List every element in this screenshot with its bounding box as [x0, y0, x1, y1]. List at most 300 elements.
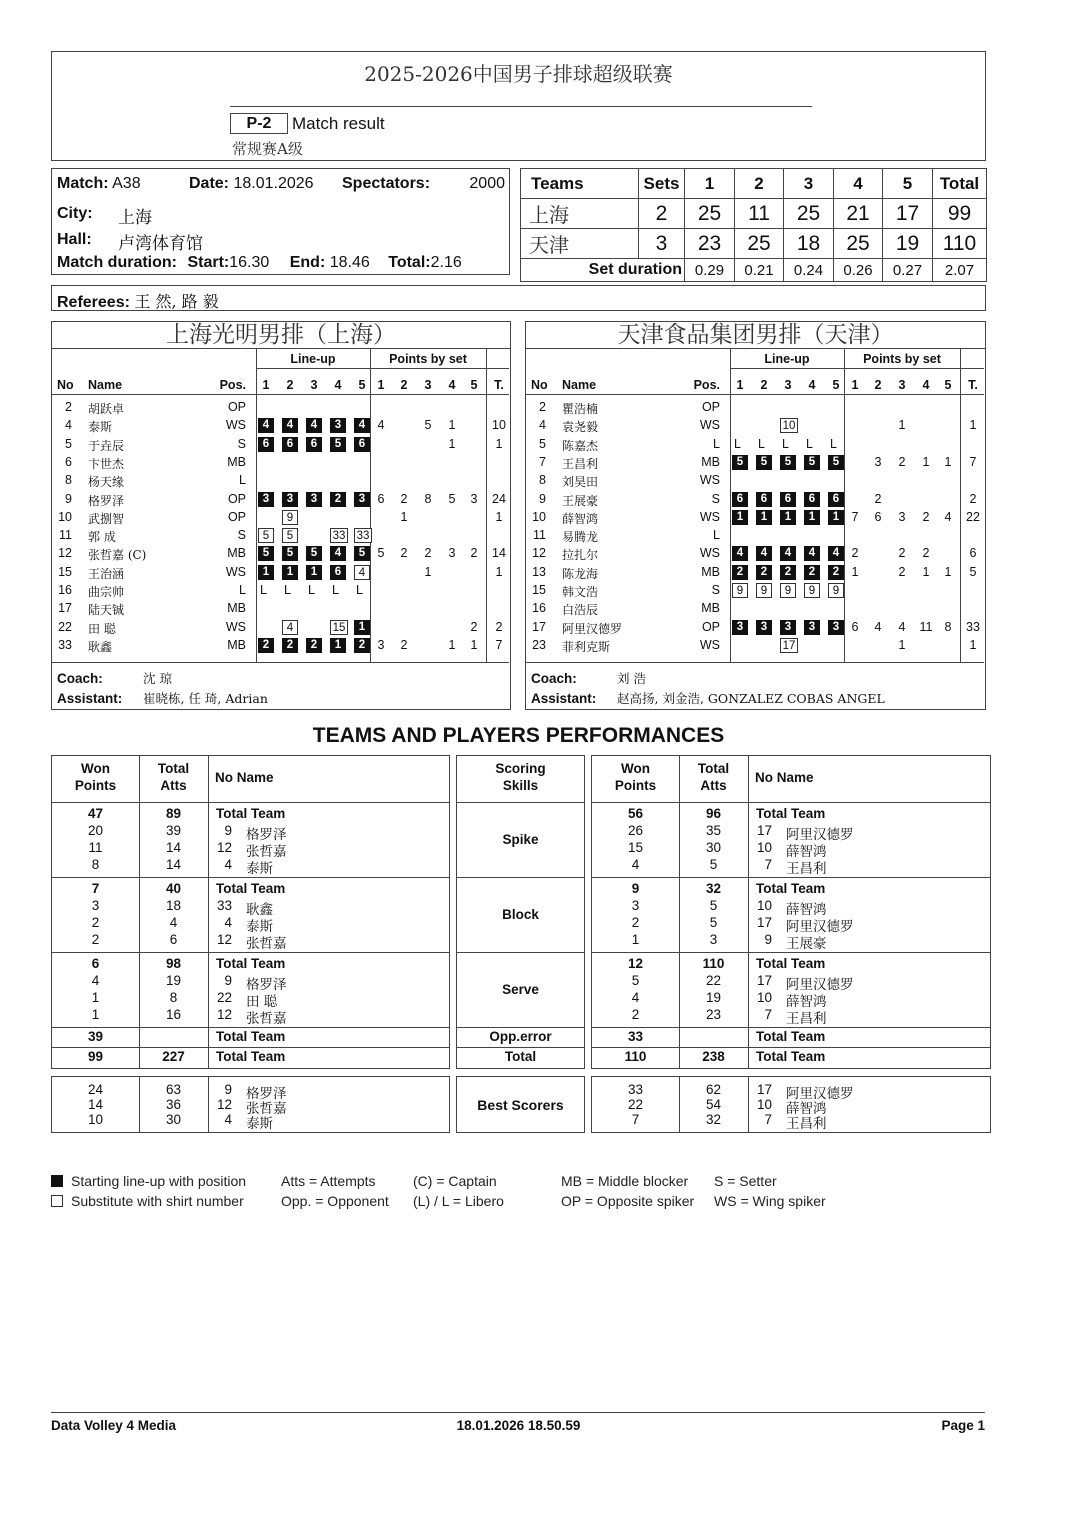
player-number: 7: [764, 1007, 772, 1022]
starting-position-chip: 6: [258, 437, 274, 452]
assistant-label: Assistant:: [531, 691, 597, 706]
perf-row-sep: [52, 877, 449, 878]
points-set-header: 4: [922, 378, 930, 392]
starting-position-chip: 6: [756, 492, 772, 507]
player-position: L: [239, 583, 246, 597]
total-atts-value: 4: [169, 915, 178, 930]
player-position: WS: [699, 637, 720, 652]
set-points: 6: [377, 491, 385, 506]
scoreboard-score-cell: 19: [883, 229, 933, 259]
player-row: [52, 491, 510, 509]
best-scorers-label: Best Scorers: [477, 1097, 564, 1113]
best-scorers-label-box: [456, 1076, 585, 1133]
won-points-header: Won: [621, 761, 650, 776]
player-row: [526, 399, 985, 417]
player-row: [526, 637, 985, 655]
player-name: 阿里汉德罗: [786, 919, 854, 935]
total-points: 2: [495, 619, 503, 634]
best-points: 24: [87, 1082, 104, 1097]
starting-position-chip: 4: [306, 418, 322, 433]
total-atts-header: Atts: [160, 778, 187, 793]
coach-line: [57, 669, 172, 687]
starting-position-chip: 1: [354, 620, 370, 635]
total-points: 1: [969, 418, 977, 433]
total-team-label: Total Team: [756, 806, 826, 821]
player-number: 16: [58, 583, 72, 597]
player-position: L: [239, 473, 246, 488]
total-atts-value: 238: [702, 1049, 725, 1064]
total-atts-value: 3: [709, 932, 718, 947]
referees-box: [51, 285, 986, 311]
starting-position-chip: 4: [732, 546, 748, 561]
total-atts-value: 98: [165, 956, 182, 971]
starting-position-chip: 2: [258, 638, 274, 653]
lineup-set-header: 4: [334, 378, 342, 392]
total-atts-value: 39: [165, 823, 182, 838]
libero-mark: L: [806, 436, 813, 451]
libero-mark: L: [260, 583, 267, 597]
set-points: 4: [874, 619, 882, 634]
set-duration-value: 2.07: [933, 259, 987, 282]
libero-mark: L: [284, 583, 291, 597]
player-number: 22: [216, 990, 232, 1005]
player-name: 张哲嘉: [246, 844, 287, 860]
player-name: 卞世杰: [88, 456, 125, 471]
player-row: [52, 509, 510, 527]
won-points-value: 2: [91, 932, 100, 947]
total-team-label: Total Team: [216, 1029, 286, 1044]
scoreboard-score-cell: 99: [933, 199, 987, 229]
won-points-value: 2: [631, 1007, 640, 1022]
set-duration-value: 0.24: [784, 259, 834, 282]
starting-position-chip: 4: [756, 546, 772, 561]
end-label: End:: [289, 254, 326, 271]
skills-column: [456, 755, 585, 1069]
player-position: WS: [225, 564, 246, 579]
total-team-label: Total Team: [216, 806, 286, 821]
player-name: 泰斯: [88, 420, 113, 435]
substitute-number-chip: 9: [804, 583, 820, 598]
starting-lineup-swatch: [51, 1175, 63, 1187]
won-points-value: 33: [627, 1029, 644, 1044]
coach-line: [531, 669, 646, 687]
set-points: 2: [922, 509, 930, 524]
scoreboard-table: [520, 168, 987, 282]
player-name: 王昌利: [786, 1011, 827, 1027]
set-points: 2: [922, 546, 930, 561]
scoreboard-header-cell: 1: [685, 169, 735, 199]
legend-libero: (L) / L = Libero: [413, 1193, 504, 1209]
player-row: [52, 564, 510, 582]
date-label: Date:: [189, 175, 230, 192]
starting-position-chip: 3: [258, 492, 274, 507]
set-points: 1: [448, 418, 456, 433]
skill-name: Block: [502, 907, 539, 922]
lineup-header: Line-up: [764, 352, 810, 366]
starting-position-chip: 3: [780, 620, 796, 635]
pos-header: Pos.: [693, 378, 720, 392]
player-number: 17: [756, 973, 772, 988]
total-atts-value: 5: [709, 857, 718, 872]
won-points-value: 11: [88, 840, 103, 855]
player-number: 12: [532, 546, 546, 561]
player-number: 2: [539, 400, 546, 414]
player-name: 于垚辰: [88, 438, 125, 453]
total-atts-header: Total: [157, 761, 190, 776]
player-position: WS: [699, 509, 720, 524]
starting-position-chip: 6: [282, 437, 298, 452]
player-name: 薛智鸿: [786, 844, 827, 860]
lineup-set-header: 5: [832, 378, 840, 392]
set-points: 1: [424, 564, 432, 579]
player-position: MB: [227, 601, 246, 616]
player-position: WS: [699, 546, 720, 561]
spectators-value: 2000: [469, 175, 505, 192]
spectators-label: Spectators:: [342, 175, 431, 192]
player-number: 8: [539, 473, 546, 488]
won-points-value: 4: [631, 857, 640, 872]
total-atts-value: 35: [705, 823, 722, 838]
roster-header-bottom: [52, 394, 509, 395]
player-number: 2: [65, 400, 72, 414]
duration-label: Match duration:: [57, 254, 177, 271]
set-points: 1: [898, 637, 906, 652]
perf-row-sep: [457, 877, 584, 878]
player-number: 17: [58, 601, 72, 616]
perf-row-sep: [457, 802, 584, 803]
set-points: 1: [944, 454, 952, 469]
player-number: 10: [756, 840, 772, 855]
set-points: 1: [922, 564, 930, 579]
total-points: 24: [492, 491, 506, 506]
won-points-value: 9: [631, 881, 640, 896]
player-name: 白浩辰: [562, 603, 599, 618]
total-points: 33: [966, 619, 980, 634]
player-name: 张哲嘉: [246, 1101, 287, 1117]
player-number: 4: [224, 915, 232, 930]
player-number: 9: [224, 1082, 232, 1097]
total-atts-value: 89: [165, 806, 182, 821]
player-number: 22: [58, 619, 72, 634]
lineup-set-header: 5: [358, 378, 366, 392]
starting-position-chip: 6: [804, 492, 820, 507]
scoreboard-score-cell: 23: [685, 229, 735, 259]
total-atts-value: 6: [169, 932, 178, 947]
player-position: OP: [227, 491, 246, 506]
set-duration-value: 0.21: [735, 259, 784, 282]
player-number: 10: [532, 509, 546, 524]
player-name: 陆天铖: [88, 603, 125, 618]
roster-team-title: 上海光明男排（上海）: [52, 322, 510, 349]
hall-value: 卢湾体育馆: [118, 234, 203, 254]
substitute-number-chip: 33: [354, 528, 372, 543]
player-number: 9: [539, 491, 546, 506]
set-points: 11: [919, 619, 933, 634]
player-row: [52, 436, 510, 454]
won-points-value: 12: [627, 956, 644, 971]
scoreboard-header-cell: 2: [735, 169, 784, 199]
perf-row-sep: [52, 952, 449, 953]
player-row: [526, 564, 985, 582]
scoreboard-header-cell: 5: [883, 169, 933, 199]
starting-position-chip: 1: [732, 510, 748, 525]
perf-row-sep: [592, 802, 990, 803]
points-set-header: 1: [851, 378, 859, 392]
player-row: [526, 600, 985, 618]
won-points-value: 99: [87, 1049, 104, 1064]
player-number: 10: [756, 990, 772, 1005]
legend-starting: Starting line-up with position: [71, 1173, 247, 1189]
referees-label: Referees:: [57, 294, 130, 311]
player-name: 王昌利: [786, 1116, 827, 1132]
player-position: OP: [701, 619, 720, 634]
player-position: MB: [227, 454, 246, 469]
player-position: MB: [701, 564, 720, 579]
total-points: 1: [969, 637, 977, 652]
set-points: 8: [424, 491, 432, 506]
starting-position-chip: 3: [354, 492, 370, 507]
match-value: A38: [112, 175, 141, 192]
scoreboard-score-cell: 110: [933, 229, 987, 259]
substitute-number-chip: 9: [282, 510, 298, 525]
date-value: 18.01.2026: [233, 175, 314, 192]
set-points: 4: [377, 418, 385, 433]
perf-row-sep: [457, 952, 584, 953]
substitute-number-chip: 9: [756, 583, 772, 598]
performance-title: TEAMS AND PLAYERS PERFORMANCES: [312, 724, 725, 747]
total-atts-value: 22: [705, 973, 722, 988]
coach-name: 刘 浩: [617, 671, 646, 686]
roster-header-rule: [256, 368, 509, 369]
set-points: 1: [448, 436, 456, 451]
scoreboard-header-cell: 3: [784, 169, 834, 199]
player-name: 武捌智: [88, 511, 125, 526]
lineup-header: Line-up: [290, 352, 336, 366]
won-points-value: 2: [91, 915, 100, 930]
player-name: 田 聪: [88, 621, 116, 636]
player-position: WS: [225, 418, 246, 433]
won-points-value: 1: [631, 932, 640, 947]
match-info: [51, 168, 510, 275]
player-position: S: [711, 583, 720, 597]
total-atts-value: 227: [162, 1049, 185, 1064]
duration-line: [57, 254, 462, 272]
total-value: 2.16: [430, 254, 462, 271]
player-name: 田 聪: [246, 994, 278, 1010]
coach-label: Coach:: [531, 671, 577, 686]
player-row: [52, 545, 510, 563]
substitute-number-chip: 4: [354, 565, 370, 580]
player-name: 王治涵: [88, 566, 125, 581]
name-header: Name: [88, 378, 123, 392]
scoreboard-header-cell: 4: [834, 169, 883, 199]
match-line: [57, 175, 141, 193]
perf-row-sep: [52, 802, 449, 803]
starting-position-chip: 3: [282, 492, 298, 507]
player-name: 薛智鸿: [786, 994, 827, 1010]
won-points-value: 3: [91, 898, 100, 913]
roster-footer-rule: [526, 662, 984, 663]
player-number: 12: [216, 1007, 232, 1022]
starting-position-chip: 2: [306, 638, 322, 653]
scoreboard-score-cell: 25: [685, 199, 735, 229]
set-points: 4: [944, 509, 952, 524]
player-row: [52, 582, 510, 600]
player-number: 4: [224, 1112, 232, 1127]
player-number: 9: [65, 491, 72, 506]
total-points: 14: [492, 546, 506, 561]
scoreboard-header-cell: Total: [933, 169, 987, 199]
away-roster: [525, 321, 986, 710]
won-points-value: 26: [627, 823, 644, 838]
scoreboard-score-cell: 25: [834, 229, 883, 259]
libero-mark: L: [332, 583, 339, 597]
city-label: City:: [57, 205, 93, 222]
player-name: 格罗泽: [246, 827, 287, 843]
total-points: 6: [969, 546, 977, 561]
perf-row-sep: [52, 1047, 449, 1048]
player-name: 泰斯: [246, 1116, 273, 1132]
footer-left: Data Volley 4 Media: [51, 1418, 177, 1433]
player-row: [52, 637, 510, 655]
player-name: 格罗泽: [246, 1086, 287, 1102]
scoreboard-score-cell: 25: [784, 199, 834, 229]
legend-captain: (C) = Captain: [413, 1173, 497, 1189]
libero-mark: L: [356, 583, 363, 597]
player-number: 5: [65, 436, 72, 451]
legend-s: S = Setter: [714, 1173, 777, 1189]
total-points: 10: [492, 418, 506, 433]
player-number: 17: [756, 823, 772, 838]
player-number: 7: [539, 454, 546, 469]
set-points: 2: [400, 491, 408, 506]
set-points: 2: [874, 491, 882, 506]
starting-position-chip: 2: [282, 638, 298, 653]
assistant-label: Assistant:: [57, 691, 123, 706]
player-number: 10: [58, 509, 72, 524]
set-duration-value: 0.26: [834, 259, 883, 282]
player-position: WS: [699, 473, 720, 488]
player-row: [526, 436, 985, 454]
starting-position-chip: 3: [306, 492, 322, 507]
points-set-header: 3: [898, 378, 906, 392]
player-name: 格罗泽: [88, 493, 125, 508]
home-performance: [51, 755, 450, 1069]
total-header: T.: [494, 378, 504, 392]
player-row: [526, 472, 985, 490]
player-name: 张哲嘉 (C): [88, 548, 147, 563]
player-row: [526, 454, 985, 472]
player-number: 4: [224, 857, 232, 872]
set-points: 5: [424, 418, 432, 433]
player-row: [52, 619, 510, 637]
total-team-label: Total Team: [756, 881, 826, 896]
total-team-label: Total Team: [216, 1049, 286, 1064]
libero-mark: L: [830, 436, 837, 451]
points-set-header: 1: [377, 378, 385, 392]
player-number: 10: [756, 898, 772, 913]
player-name: 易腾龙: [562, 530, 599, 545]
set-duration-label: Set duration: [521, 259, 685, 282]
lineup-set-header: 4: [808, 378, 816, 392]
player-number: 11: [533, 528, 546, 543]
won-points-value: 3: [631, 898, 640, 913]
player-row: [526, 619, 985, 637]
starting-position-chip: 2: [780, 565, 796, 580]
substitute-number-chip: 17: [780, 638, 798, 653]
player-position: MB: [701, 601, 720, 616]
substitute-number-chip: 9: [780, 583, 796, 598]
player-name: 瞿浩楠: [562, 402, 599, 416]
starting-position-chip: 3: [732, 620, 748, 635]
best-points: 33: [627, 1082, 644, 1097]
player-row: [526, 527, 985, 545]
skill-name: Opp.error: [489, 1029, 552, 1044]
starting-position-chip: 2: [756, 565, 772, 580]
starting-position-chip: 5: [828, 455, 844, 470]
player-row: [52, 454, 510, 472]
substitute-number-chip: 10: [780, 418, 798, 433]
lineup-set-header: 2: [760, 378, 768, 392]
player-number: 17: [756, 1082, 772, 1097]
set-points: 2: [898, 546, 906, 561]
player-name: 阿里汉德罗: [786, 977, 854, 993]
set-points: 1: [898, 418, 906, 433]
coach-label: Coach:: [57, 671, 103, 686]
total-label: Total:: [388, 254, 431, 271]
set-points: 1: [922, 454, 930, 469]
starting-position-chip: 3: [828, 620, 844, 635]
footer-timestamp: 18.01.2026 18.50.59: [456, 1418, 581, 1433]
roster-footer-rule: [52, 662, 509, 663]
won-points-value: 4: [631, 990, 640, 1005]
player-name: 薛智鸿: [786, 902, 827, 918]
player-number: 4: [539, 418, 546, 433]
won-points-value: 15: [627, 840, 644, 855]
player-position: OP: [227, 509, 246, 524]
perf-row-sep: [592, 1027, 990, 1028]
won-points-value: 5: [631, 973, 640, 988]
player-position: L: [713, 528, 720, 543]
player-number: 33: [216, 898, 232, 913]
starting-position-chip: 1: [804, 510, 820, 525]
scoreboard-team-name: 天津: [521, 229, 639, 259]
player-row: [52, 417, 510, 435]
set-points: 4: [898, 619, 906, 634]
player-number: 16: [532, 601, 546, 616]
starting-position-chip: 2: [732, 565, 748, 580]
city-value: 上海: [118, 208, 152, 228]
starting-position-chip: 4: [780, 546, 796, 561]
total-team-label: Total Team: [756, 1029, 826, 1044]
player-row: [526, 491, 985, 509]
perf-col-sep: [208, 1077, 209, 1132]
starting-position-chip: 5: [780, 455, 796, 470]
player-name: 曲宗帅: [88, 585, 125, 599]
player-number: 9: [764, 932, 772, 947]
report-code: P-2: [230, 113, 288, 134]
total-atts-value: 19: [705, 990, 722, 1005]
player-number: 9: [224, 823, 232, 838]
won-points-value: 6: [91, 956, 100, 971]
player-number: 17: [756, 915, 772, 930]
player-name: 泰斯: [246, 861, 273, 877]
total-points: 1: [495, 436, 503, 451]
player-row: [526, 582, 985, 600]
starting-position-chip: 6: [330, 565, 346, 580]
player-number: 8: [65, 473, 72, 488]
starting-position-chip: 5: [732, 455, 748, 470]
